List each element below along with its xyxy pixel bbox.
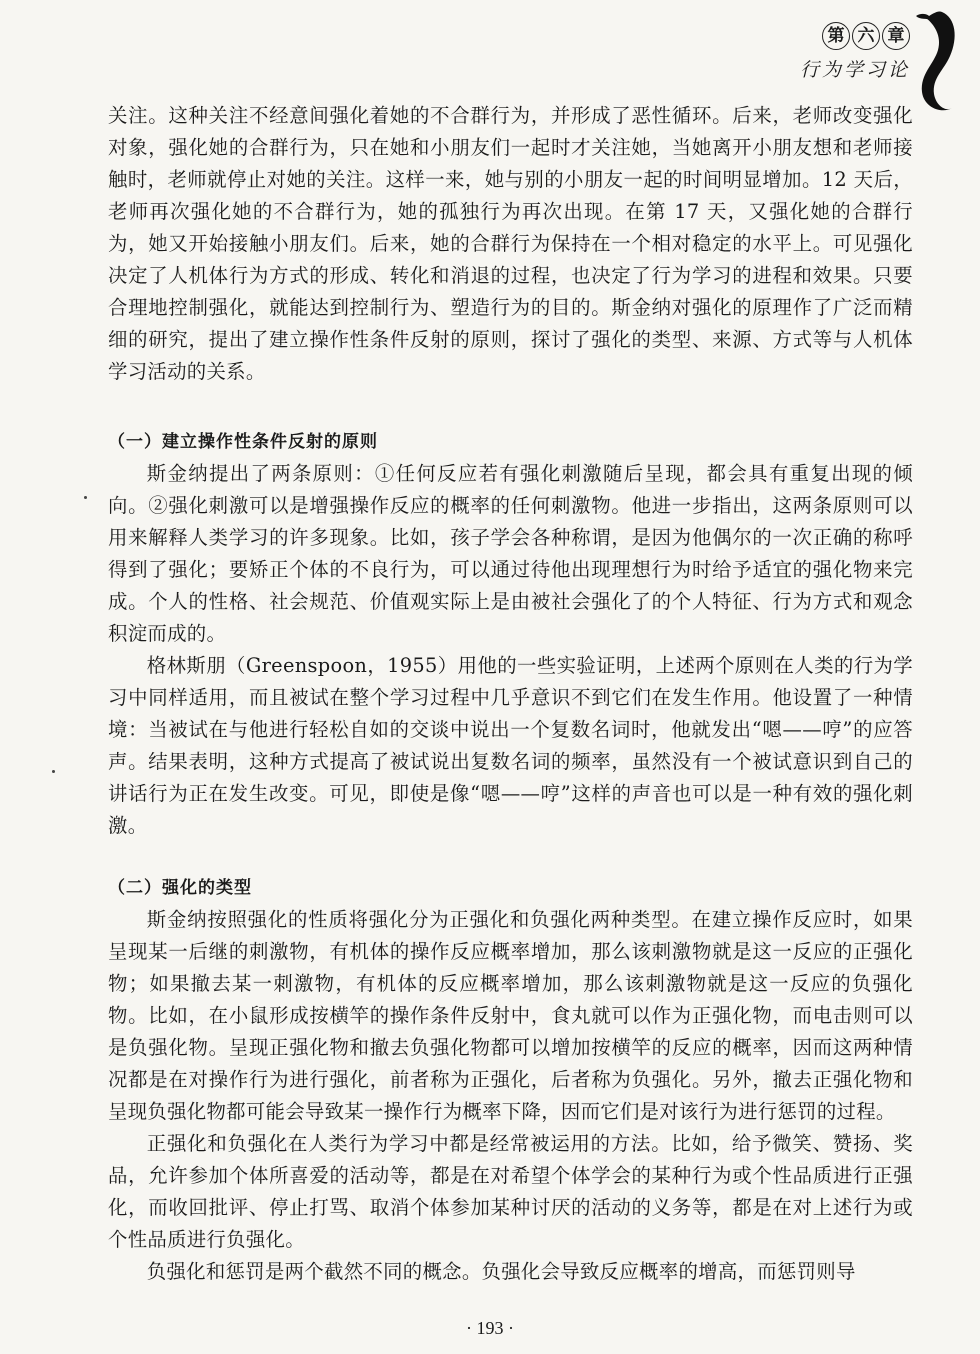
chapter-badge (822, 22, 910, 50)
running-header (800, 22, 910, 82)
chapter-char: 第 (822, 22, 850, 50)
corner-brush-mark (912, 8, 962, 118)
scan-speck (84, 496, 87, 499)
paragraph: 关注。这种关注不经意间强化着她的不合群行为，并形成了恶性循环。后来，老师改变强化对象，强化她的合群行为，只在她和小朋友们一起时才关注她，当她离开小朋友想和老师接触时，老师就停止对她的关注。这样一来，她与别的小朋友一起的时间明显增加。12 天后，老师再次强化她的不合群行为，她的孤独行为再次出现。在第 17 天，又强化她的合群行为，她又开始接触小朋友们。后来，她的合群行为保持在一个相对稳定的水平上。可见强化决定了人机体行为方式的形成、转化和消退的过程，也决定了行为学习的进程和效果。只要合理地控制强化，就能达到控制行为、塑造行为的目的。斯金纳对强化的原理作了广泛而精细的研究，提出了建立操作性条件反射的原则，探讨了强化的类型、来源、方式等与人机体学习活动的关系。 (108, 104, 913, 383)
scan-speck (52, 770, 55, 773)
chapter-title: 行为学习论 (799, 59, 910, 81)
section-heading: （一）建立操作性条件反射的原则 (108, 432, 378, 452)
section-heading: （二）强化的类型 (108, 878, 252, 898)
paragraph: 正强化和负强化在人类行为学习中都是经常被运用的方法。比如，给予微笑、赞扬、奖品，允许参加个体所喜爱的活动等，都是在对希望个体学会的某种行为或个性品质进行正强化，而收回批评、停止打骂、取消个体参加某种讨厌的活动的义务等，都是在对上述行为或个性品质进行负强化。 (108, 1132, 913, 1251)
body-text (108, 100, 913, 1288)
page-number: · 193 · (466, 1318, 514, 1338)
paragraph: 斯金纳按照强化的性质将强化分为正强化和负强化两种类型。在建立操作反应时，如果呈现某一后继的刺激物，有机体的操作反应概率增加，那么该刺激物就是这一反应的正强化物；如果撤去某一刺激物，有机体的反应概率增加，那么该刺激物就是这一反应的负强化物。比如，在小鼠形成按横竿的操作条件反射中，食丸就可以作为正强化物，而电击则可以是负强化物。呈现正强化物和撤去负强化物都可以增加按横竿的反应的概率，因而这两种情况都是在对操作行为进行强化，前者称为正强化，后者称为负强化。另外，撤去正强化物和呈现负强化物都可能会导致某一操作行为概率下降，因而它们是对该行为进行惩罚的过程。 (108, 908, 913, 1123)
chapter-char: 章 (882, 22, 910, 50)
paragraph: 斯金纳提出了两条原则：①任何反应若有强化刺激随后呈现，都会具有重复出现的倾向。②强化刺激可以是增强操作反应的概率的任何刺激物。他进一步指出，这两条原则可以用来解释人类学习的许多现象。比如，孩子学会各种称谓，是因为他偶尔的一次正确的称呼得到了强化；要矫正个体的不良行为，可以通过待他出现理想行为时给予适宜的强化物来完成。个人的性格、社会规范、价值观实际上是由被社会强化了的个人特征、行为方式和观念积淀而成的。 (108, 462, 913, 645)
paragraph: 负强化和惩罚是两个截然不同的概念。负强化会导致反应概率的增高，而惩罚则导 (146, 1260, 856, 1283)
paragraph: 格林斯朋（Greenspoon，1955）用他的一些实验证明，上述两个原则在人类的行为学习中同样适用，而且被试在整个学习过程中几乎意识不到它们在发生作用。他设置了一种情境：当被试在与他进行轻松自如的交谈中说出一个复数名词时，他就发出“嗯——哼”的应答声。结果表明，这种方式提高了被试说出复数名词的频率，虽然没有一个被试意识到自己的讲话行为正在发生改变。可见，即使是像“嗯——哼”这样的声音也可以是一种有效的强化刺激。 (108, 654, 913, 837)
chapter-char: 六 (852, 22, 880, 50)
